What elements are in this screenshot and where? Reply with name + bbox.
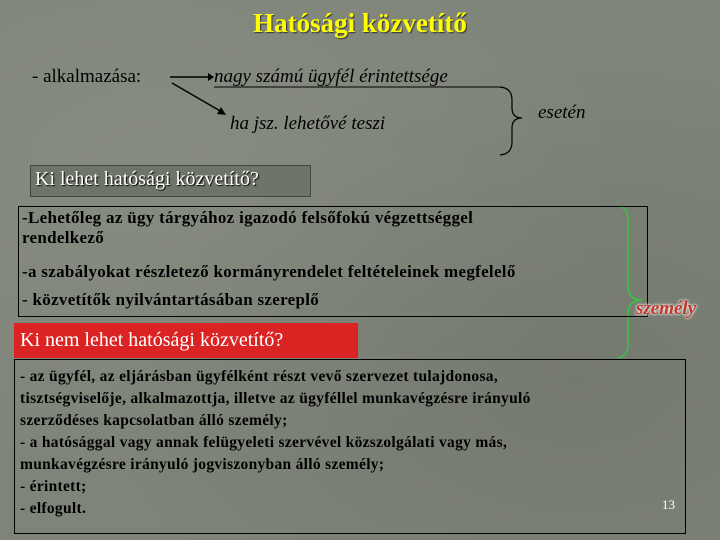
- condition-many-clients: nagy számú ügyfél érintettsége: [214, 66, 448, 87]
- who-cannot-line: - érintett;: [20, 478, 87, 495]
- who-can-line: - közvetítők nyilvántartásában szereplő: [22, 290, 320, 309]
- who-cannot-line: - a hatósággal vagy annak felügyeleti szervével közszolgálati vagy más,: [20, 434, 508, 451]
- who-cannot-list: [20, 366, 680, 520]
- who-cannot-line: - elfogult.: [20, 500, 87, 517]
- slide-title: Hatósági közvetítő: [253, 8, 467, 38]
- right-brace: [500, 87, 522, 155]
- who-can-line: rendelkező: [22, 228, 105, 247]
- who-cannot-line: tisztségviselője, alkalmazottja, illetve az ügyféllel munkavégzésre irányuló: [20, 390, 531, 407]
- who-can-heading: Ki lehet hatósági közvetítő?: [35, 168, 259, 190]
- arrow-diagonal-head: [217, 107, 226, 115]
- condition-suffix: esetén: [538, 102, 586, 123]
- condition-law-permits: ha jsz. lehetővé teszi: [230, 113, 386, 134]
- person-label: személy: [636, 298, 697, 319]
- arrow-right-head: [208, 73, 214, 81]
- who-can-line: -Lehetőleg az ügy tárgyához igazodó felsőfokú végzettséggel: [22, 208, 474, 227]
- who-cannot-heading: Ki nem lehet hatósági közvetítő?: [20, 329, 284, 351]
- usage-label: - alkalmazása:: [32, 66, 142, 87]
- who-can-line: -a szabályokat részletező kormányrendelet feltételeinek megfelelő: [22, 262, 516, 281]
- page-number: 13: [662, 497, 675, 512]
- who-cannot-line: munkavégzésre irányuló jogviszonyban álló személy;: [20, 456, 385, 473]
- who-cannot-line: szerződéses kapcsolatban álló személy;: [20, 412, 288, 429]
- who-cannot-line: - az ügyfél, az eljárásban ügyfélként részt vevő szervezet tulajdonosa,: [20, 368, 499, 385]
